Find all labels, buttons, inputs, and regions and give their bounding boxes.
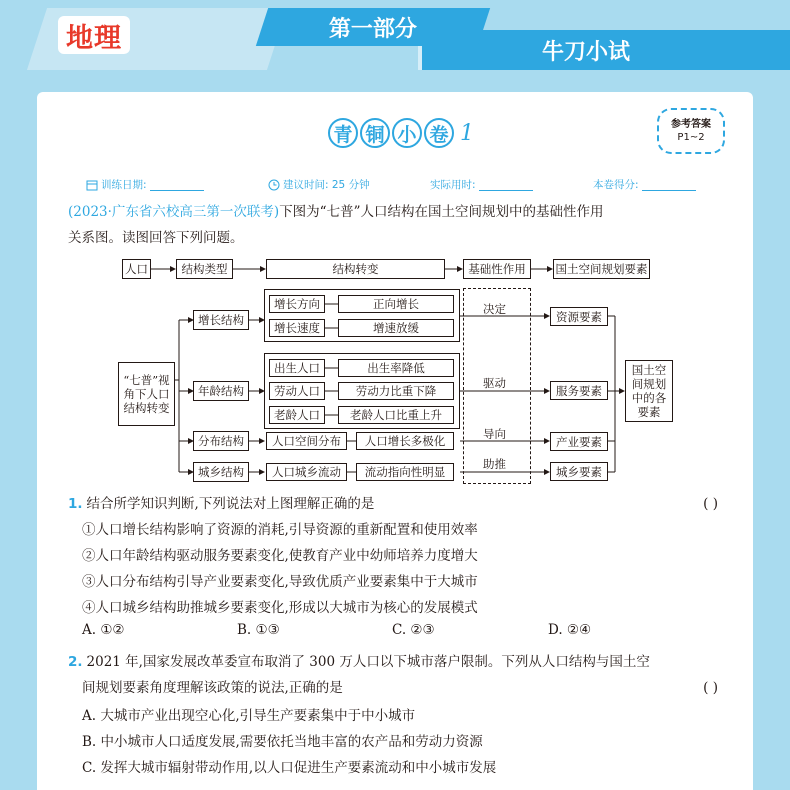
type-age: 年龄结构 bbox=[193, 381, 249, 401]
role-decide: 决定 bbox=[483, 302, 506, 316]
type-distribution: 分布结构 bbox=[193, 431, 249, 451]
growth-slowdown: 增速放缓 bbox=[338, 319, 454, 337]
top-population: 人口 bbox=[122, 259, 151, 279]
answer-stamp-pages: P1~2 bbox=[677, 132, 705, 143]
actual-label: 实际用时: bbox=[430, 179, 476, 191]
question-1 bbox=[68, 491, 728, 517]
age-birth: 出生人口 bbox=[269, 359, 325, 377]
date-label: 训练日期: bbox=[101, 179, 147, 191]
q2-stem-2: 间规划要素角度理解该政策的说法,正确的是 bbox=[82, 680, 343, 696]
q1-choice-a[interactable]: A. ①② bbox=[82, 622, 125, 638]
age-elderly-ratio: 老龄人口比重上升 bbox=[338, 406, 454, 424]
part-title: 第一部分 bbox=[328, 16, 417, 42]
q1-number: 1. bbox=[68, 496, 83, 512]
q1-item-4: ④人口城乡结构助推城乡要素变化,形成以大城市为核心的发展模式 bbox=[82, 600, 478, 616]
quiz-title bbox=[328, 118, 474, 148]
growth-direction: 增长方向 bbox=[269, 295, 325, 313]
suggest-label: 建议时间: 25 分钟 bbox=[283, 179, 370, 191]
q1-item-1: ①人口增长结构影响了资源的消耗,引导资源的重新配置和使用效率 bbox=[82, 522, 478, 538]
meta-actual bbox=[430, 177, 533, 192]
answer-stamp bbox=[657, 108, 725, 154]
growth-positive: 正向增长 bbox=[338, 295, 454, 313]
q2-option-c[interactable]: C. 发挥大城市辐射带动作用,以人口促进生产要素流动和中小城市发展 bbox=[82, 760, 497, 776]
role-boost: 助推 bbox=[483, 457, 506, 471]
type-growth: 增长结构 bbox=[193, 310, 249, 330]
ur-direction: 流动指向性明显 bbox=[356, 463, 454, 481]
q1-stem: 结合所学知识判断,下列说法对上图理解正确的是 bbox=[86, 496, 375, 512]
meta-score bbox=[593, 177, 696, 192]
dist-multipolar: 人口增长多极化 bbox=[356, 432, 454, 450]
top-structure-type: 结构类型 bbox=[176, 259, 233, 279]
q1-choice-d[interactable]: D. ②④ bbox=[548, 622, 592, 638]
intro-paragraph bbox=[68, 199, 728, 251]
question-2 bbox=[68, 649, 728, 701]
planning-box: 国土空间规划中的各要素 bbox=[625, 360, 673, 422]
ur-flow: 人口城乡流动 bbox=[266, 463, 347, 481]
intro-line-2: 关系图。读图回答下列问题。 bbox=[68, 230, 244, 246]
clock-icon bbox=[268, 179, 280, 191]
type-urban-rural: 城乡结构 bbox=[193, 462, 249, 482]
score-label: 本卷得分: bbox=[593, 179, 639, 191]
title-char: 小 bbox=[392, 118, 422, 148]
question-source: (2023·广东省六校高三第一次联考) bbox=[68, 204, 280, 220]
age-labor-ratio: 劳动力比重下降 bbox=[338, 382, 454, 400]
intro-line-1: 下图为“七普”人口结构在国土空间规划中的基础性作用 bbox=[279, 204, 604, 220]
meta-date bbox=[86, 177, 204, 192]
role-guide: 导向 bbox=[483, 427, 506, 441]
q1-choice-c[interactable]: C. ②③ bbox=[392, 622, 435, 638]
q2-number: 2. bbox=[68, 654, 83, 670]
element-industry: 产业要素 bbox=[550, 432, 608, 451]
dist-spatial: 人口空间分布 bbox=[266, 432, 347, 450]
title-char: 青 bbox=[328, 118, 358, 148]
top-planning-elements: 国土空间规划要素 bbox=[553, 259, 650, 279]
census-box: “七普”视角下人口结构转变 bbox=[118, 362, 175, 426]
subject-tag: 地理 bbox=[58, 16, 130, 54]
q1-answer-blank[interactable]: ( ) bbox=[703, 496, 718, 512]
answer-stamp-title: 参考答案 bbox=[671, 119, 711, 130]
meta-suggest bbox=[268, 177, 370, 192]
age-birth-rate: 出生率降低 bbox=[338, 359, 454, 377]
score-blank[interactable] bbox=[642, 179, 696, 191]
top-structure-change: 结构转变 bbox=[266, 259, 445, 279]
element-resource: 资源要素 bbox=[550, 307, 608, 326]
q1-item-2: ②人口年龄结构驱动服务要素变化,使教育产业中幼师培养力度增大 bbox=[82, 548, 478, 564]
title-char: 铜 bbox=[360, 118, 390, 148]
element-service: 服务要素 bbox=[550, 381, 608, 400]
meta-row bbox=[86, 177, 706, 195]
q2-option-a[interactable]: A. 大城市产业出现空心化,引导生产要素集中于中小城市 bbox=[82, 708, 416, 724]
age-elderly: 老龄人口 bbox=[269, 406, 325, 424]
date-blank[interactable] bbox=[150, 179, 204, 191]
q2-answer-blank[interactable]: ( ) bbox=[703, 680, 718, 696]
section-title: 牛刀小试 bbox=[541, 39, 630, 65]
growth-speed: 增长速度 bbox=[269, 319, 325, 337]
quiz-number: 1 bbox=[460, 120, 474, 146]
actual-blank[interactable] bbox=[479, 179, 533, 191]
part-banner bbox=[256, 8, 490, 46]
top-basic-role: 基础性作用 bbox=[463, 259, 531, 279]
calendar-icon bbox=[86, 179, 98, 191]
structure-diagram bbox=[115, 250, 695, 490]
element-urban-rural: 城乡要素 bbox=[550, 462, 608, 481]
q1-choice-b[interactable]: B. ①③ bbox=[237, 622, 280, 638]
q1-item-3: ③人口分布结构引导产业要素变化,导致优质产业要素集中于大城市 bbox=[82, 574, 478, 590]
q2-option-b[interactable]: B. 中小城市人口适度发展,需要依托当地丰富的农产品和劳动力资源 bbox=[82, 734, 483, 750]
title-char: 卷 bbox=[424, 118, 454, 148]
q2-stem-1: 2021 年,国家发展改革委宣布取消了 300 万人口以下城市落户限制。下列从人口结构与国土空 bbox=[86, 654, 650, 670]
age-labor: 劳动人口 bbox=[269, 382, 325, 400]
role-drive: 驱动 bbox=[483, 376, 506, 390]
